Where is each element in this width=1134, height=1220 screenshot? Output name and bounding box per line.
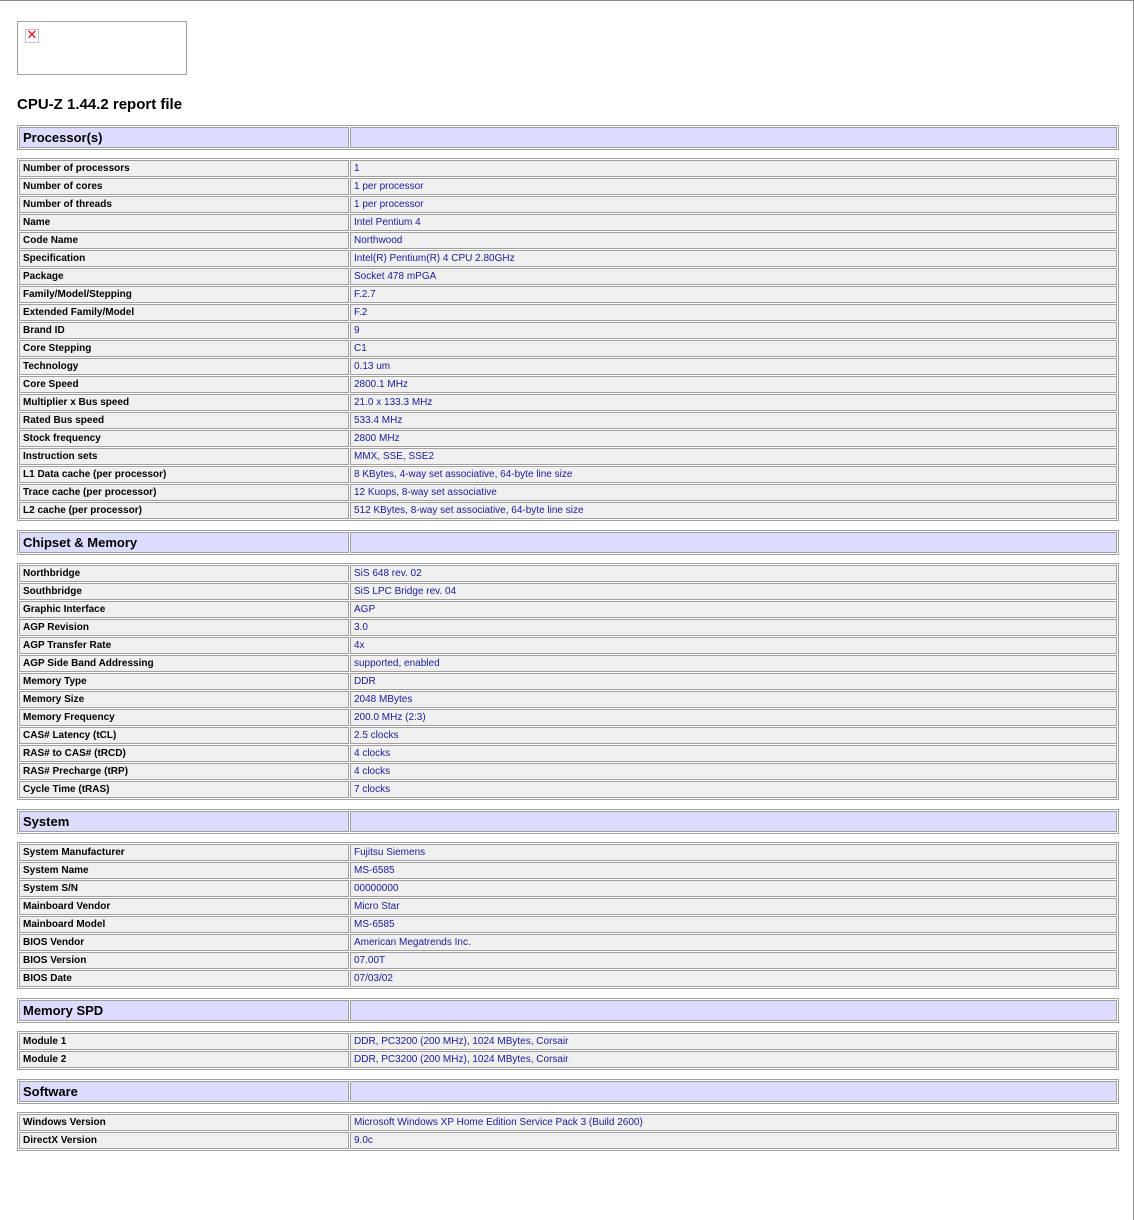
section-title: Memory SPD bbox=[19, 1000, 349, 1021]
section-table bbox=[17, 842, 1119, 989]
row-label: Stock frequency bbox=[19, 430, 349, 447]
row-label: Core Stepping bbox=[19, 340, 349, 357]
table-row bbox=[19, 394, 1117, 411]
row-value: 512 KBytes, 8-way set associative, 64-byte line size bbox=[350, 502, 1117, 519]
row-label: AGP Side Band Addressing bbox=[19, 655, 349, 672]
table-row bbox=[19, 601, 1117, 618]
row-value: 8 KBytes, 4-way set associative, 64-byte line size bbox=[350, 466, 1117, 483]
row-label: System Name bbox=[19, 862, 349, 879]
section-header-blank bbox=[350, 127, 1117, 148]
row-label: Trace cache (per processor) bbox=[19, 484, 349, 501]
row-label: Package bbox=[19, 268, 349, 285]
row-label: Name bbox=[19, 214, 349, 231]
section-title: System bbox=[19, 811, 349, 832]
table-row bbox=[19, 322, 1117, 339]
section-title: Software bbox=[19, 1081, 349, 1102]
row-label: Memory Type bbox=[19, 673, 349, 690]
row-label: Mainboard Vendor bbox=[19, 898, 349, 915]
row-label: Extended Family/Model bbox=[19, 304, 349, 321]
row-label: System Manufacturer bbox=[19, 844, 349, 861]
row-value: F.2 bbox=[350, 304, 1117, 321]
row-value: Northwood bbox=[350, 232, 1117, 249]
row-value: SiS 648 rev. 02 bbox=[350, 565, 1117, 582]
row-value: 2800 MHz bbox=[350, 430, 1117, 447]
row-value: 4x bbox=[350, 637, 1117, 654]
row-value: 4 clocks bbox=[350, 763, 1117, 780]
table-row bbox=[19, 727, 1117, 744]
table-row bbox=[19, 196, 1117, 213]
row-label: L1 Data cache (per processor) bbox=[19, 466, 349, 483]
table-row bbox=[19, 934, 1117, 951]
row-label: Mainboard Model bbox=[19, 916, 349, 933]
section-table bbox=[17, 1112, 1119, 1151]
table-row bbox=[19, 340, 1117, 357]
row-value: DDR, PC3200 (200 MHz), 1024 MBytes, Corsair bbox=[350, 1051, 1117, 1068]
report-page bbox=[17, 21, 1119, 1151]
row-value: 2048 MBytes bbox=[350, 691, 1117, 708]
row-value: supported, enabled bbox=[350, 655, 1117, 672]
row-value: 7 clocks bbox=[350, 781, 1117, 798]
table-row bbox=[19, 484, 1117, 501]
table-row bbox=[19, 862, 1117, 879]
row-label: CAS# Latency (tCL) bbox=[19, 727, 349, 744]
row-value: 4 clocks bbox=[350, 745, 1117, 762]
table-row bbox=[19, 619, 1117, 636]
section-header bbox=[17, 1079, 1119, 1104]
row-value: Micro Star bbox=[350, 898, 1117, 915]
section-header bbox=[17, 125, 1119, 150]
row-value: 9 bbox=[350, 322, 1117, 339]
row-label: AGP Revision bbox=[19, 619, 349, 636]
table-row bbox=[19, 232, 1117, 249]
row-value: 1 per processor bbox=[350, 196, 1117, 213]
table-row bbox=[19, 502, 1117, 519]
table-row bbox=[19, 214, 1117, 231]
table-row bbox=[19, 304, 1117, 321]
table-row bbox=[19, 430, 1117, 447]
table-row bbox=[19, 358, 1117, 375]
row-label: Southbridge bbox=[19, 583, 349, 600]
row-label: Core Speed bbox=[19, 376, 349, 393]
row-label: Windows Version bbox=[19, 1114, 349, 1131]
row-label: Cycle Time (tRAS) bbox=[19, 781, 349, 798]
table-row bbox=[19, 781, 1117, 798]
table-row bbox=[19, 583, 1117, 600]
row-value: F.2.7 bbox=[350, 286, 1117, 303]
row-label: BIOS Date bbox=[19, 970, 349, 987]
row-label: Northbridge bbox=[19, 565, 349, 582]
table-row bbox=[19, 448, 1117, 465]
section-title: Chipset & Memory bbox=[19, 532, 349, 553]
row-label: Graphic Interface bbox=[19, 601, 349, 618]
row-value: Socket 478 mPGA bbox=[350, 268, 1117, 285]
table-row bbox=[19, 250, 1117, 267]
row-value: 00000000 bbox=[350, 880, 1117, 897]
section-header bbox=[17, 809, 1119, 834]
row-label: BIOS Vendor bbox=[19, 934, 349, 951]
row-value: DDR bbox=[350, 673, 1117, 690]
section-header-blank bbox=[350, 532, 1117, 553]
row-label: Brand ID bbox=[19, 322, 349, 339]
row-value: Fujitsu Siemens bbox=[350, 844, 1117, 861]
table-row bbox=[19, 880, 1117, 897]
report-sections bbox=[17, 125, 1119, 1151]
row-value: 200.0 MHz (2:3) bbox=[350, 709, 1117, 726]
report-title: CPU-Z 1.44.2 report file bbox=[17, 96, 183, 113]
row-label: AGP Transfer Rate bbox=[19, 637, 349, 654]
section-table bbox=[17, 1031, 1119, 1070]
section-header bbox=[17, 998, 1119, 1023]
row-value: 07.00T bbox=[350, 952, 1117, 969]
table-row bbox=[19, 1051, 1117, 1068]
table-row bbox=[19, 655, 1117, 672]
section-header-blank bbox=[350, 1000, 1117, 1021]
table-row bbox=[19, 1114, 1117, 1131]
row-value: DDR, PC3200 (200 MHz), 1024 MBytes, Corsair bbox=[350, 1033, 1117, 1050]
row-label: RAS# to CAS# (tRCD) bbox=[19, 745, 349, 762]
section-header bbox=[17, 530, 1119, 555]
table-row bbox=[19, 178, 1117, 195]
row-value: SiS LPC Bridge rev. 04 bbox=[350, 583, 1117, 600]
row-value: 9.0c bbox=[350, 1132, 1117, 1149]
row-value: 533.4 MHz bbox=[350, 412, 1117, 429]
section-title: Processor(s) bbox=[19, 127, 349, 148]
row-label: Number of processors bbox=[19, 160, 349, 177]
row-value: MMX, SSE, SSE2 bbox=[350, 448, 1117, 465]
row-value: AGP bbox=[350, 601, 1117, 618]
row-label: Module 1 bbox=[19, 1033, 349, 1050]
table-row bbox=[19, 970, 1117, 987]
row-label: Number of threads bbox=[19, 196, 349, 213]
logo-image-placeholder bbox=[17, 21, 187, 75]
row-value: 3.0 bbox=[350, 619, 1117, 636]
table-row bbox=[19, 916, 1117, 933]
row-label: L2 cache (per processor) bbox=[19, 502, 349, 519]
row-value: Microsoft Windows XP Home Edition Service Pack 3 (Build 2600) bbox=[350, 1114, 1117, 1131]
row-label: Specification bbox=[19, 250, 349, 267]
section-header-blank bbox=[350, 1081, 1117, 1102]
row-value: 07/03/02 bbox=[350, 970, 1117, 987]
table-row bbox=[19, 268, 1117, 285]
row-value: Intel Pentium 4 bbox=[350, 214, 1117, 231]
table-row bbox=[19, 898, 1117, 915]
row-value: C1 bbox=[350, 340, 1117, 357]
row-label: Code Name bbox=[19, 232, 349, 249]
table-row bbox=[19, 745, 1117, 762]
table-row bbox=[19, 1132, 1117, 1149]
row-value: 2.5 clocks bbox=[350, 727, 1117, 744]
row-value: 21.0 x 133.3 MHz bbox=[350, 394, 1117, 411]
table-row bbox=[19, 286, 1117, 303]
table-row bbox=[19, 691, 1117, 708]
table-row bbox=[19, 565, 1117, 582]
broken-image-icon: ✕ bbox=[26, 28, 38, 43]
row-label: Number of cores bbox=[19, 178, 349, 195]
row-label: RAS# Precharge (tRP) bbox=[19, 763, 349, 780]
table-row bbox=[19, 673, 1117, 690]
table-row bbox=[19, 763, 1117, 780]
table-row bbox=[19, 466, 1117, 483]
row-value: 2800.1 MHz bbox=[350, 376, 1117, 393]
row-value: MS-6585 bbox=[350, 916, 1117, 933]
row-label: Family/Model/Stepping bbox=[19, 286, 349, 303]
row-label: Technology bbox=[19, 358, 349, 375]
section-table bbox=[17, 158, 1119, 521]
table-row bbox=[19, 1033, 1117, 1050]
row-label: Module 2 bbox=[19, 1051, 349, 1068]
row-label: Multiplier x Bus speed bbox=[19, 394, 349, 411]
row-label: Instruction sets bbox=[19, 448, 349, 465]
table-row bbox=[19, 376, 1117, 393]
row-label: Memory Size bbox=[19, 691, 349, 708]
row-value: American Megatrends Inc. bbox=[350, 934, 1117, 951]
row-label: Memory Frequency bbox=[19, 709, 349, 726]
row-label: DirectX Version bbox=[19, 1132, 349, 1149]
table-row bbox=[19, 160, 1117, 177]
row-value: 12 Kuops, 8-way set associative bbox=[350, 484, 1117, 501]
section-table bbox=[17, 563, 1119, 800]
table-row bbox=[19, 709, 1117, 726]
table-row bbox=[19, 637, 1117, 654]
row-value: 0.13 um bbox=[350, 358, 1117, 375]
row-label: BIOS Version bbox=[19, 952, 349, 969]
table-row bbox=[19, 844, 1117, 861]
row-label: Rated Bus speed bbox=[19, 412, 349, 429]
table-row bbox=[19, 952, 1117, 969]
table-row bbox=[19, 412, 1117, 429]
row-value: 1 per processor bbox=[350, 178, 1117, 195]
section-header-blank bbox=[350, 811, 1117, 832]
row-value: Intel(R) Pentium(R) 4 CPU 2.80GHz bbox=[350, 250, 1117, 267]
row-value: MS-6585 bbox=[350, 862, 1117, 879]
row-label: System S/N bbox=[19, 880, 349, 897]
row-value: 1 bbox=[350, 160, 1117, 177]
